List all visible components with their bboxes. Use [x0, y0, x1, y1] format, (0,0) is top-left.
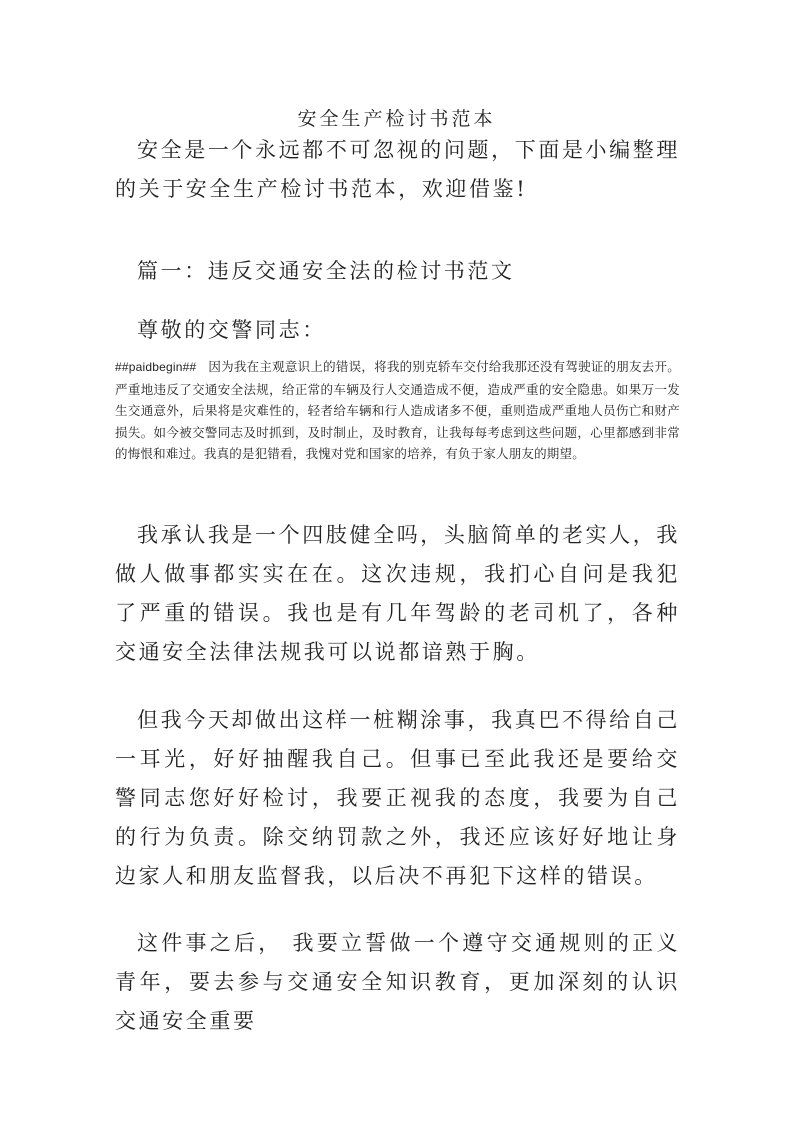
section-heading: 篇一：违反交通安全法的检讨书范文: [137, 259, 515, 283]
body-paragraph-1-text: 因为我在主观意识上的错误，将我的别克轿车交付给我那还没有驾驶证的朋友去开。严重地违反了交通安全法规，给正常的车辆及行人交通造成不便，造成严重的安全隐患。如果万一发生交通意外，后果将是灾难性的，轻者给车辆和行人造成诸多不便，重则造成严重地人员伤亡和财产损失。如今被交警同志及时抓到，及时制止，及时教育，让我每每考虑到这些问题，心里都感到非常的悔恨和难过。我真的是犯错看，我愧对党和国家的培养，有负于家人朋友的期望。: [115, 359, 680, 461]
salutation: 尊敬的交警同志：: [137, 318, 326, 342]
document-title: 安全生产检讨书范本: [297, 108, 496, 130]
body-paragraph-4: 这件事之后， 我要立誓做一个遵守交通规则的正义青年，要去参与交通安全知识教育，更加深刻的认识交通安全重要: [115, 931, 680, 1033]
intro-paragraph: 安全是一个永远都不可忽视的问题，下面是小编整理的关于安全生产检讨书范本，欢迎借鉴!: [115, 138, 680, 201]
paid-marker: ##paidbegin##: [115, 360, 197, 374]
body-paragraph-3: 但我今天却做出这样一桩糊涂事，我真巴不得给自己一耳光，好好抽醒我自己。但事已至此我还是要给交警同志您好好检讨，我要正视我的态度，我要为自己的行为负责。除交纳罚款之外，我还应该好好地让身边家人和朋友监督我，以后决不再犯下这样的错误。: [115, 708, 680, 888]
body-paragraph-1: [115, 356, 680, 465]
body-paragraph-2: 我承认我是一个四肢健全吗，头脑简单的老实人，我做人做事都实实在在。这次违规，我扪心自问是我犯了严重的错误。我也是有几年驾龄的老司机了，各种交通安全法律法规我可以说都谙熟于胸。: [115, 523, 680, 664]
